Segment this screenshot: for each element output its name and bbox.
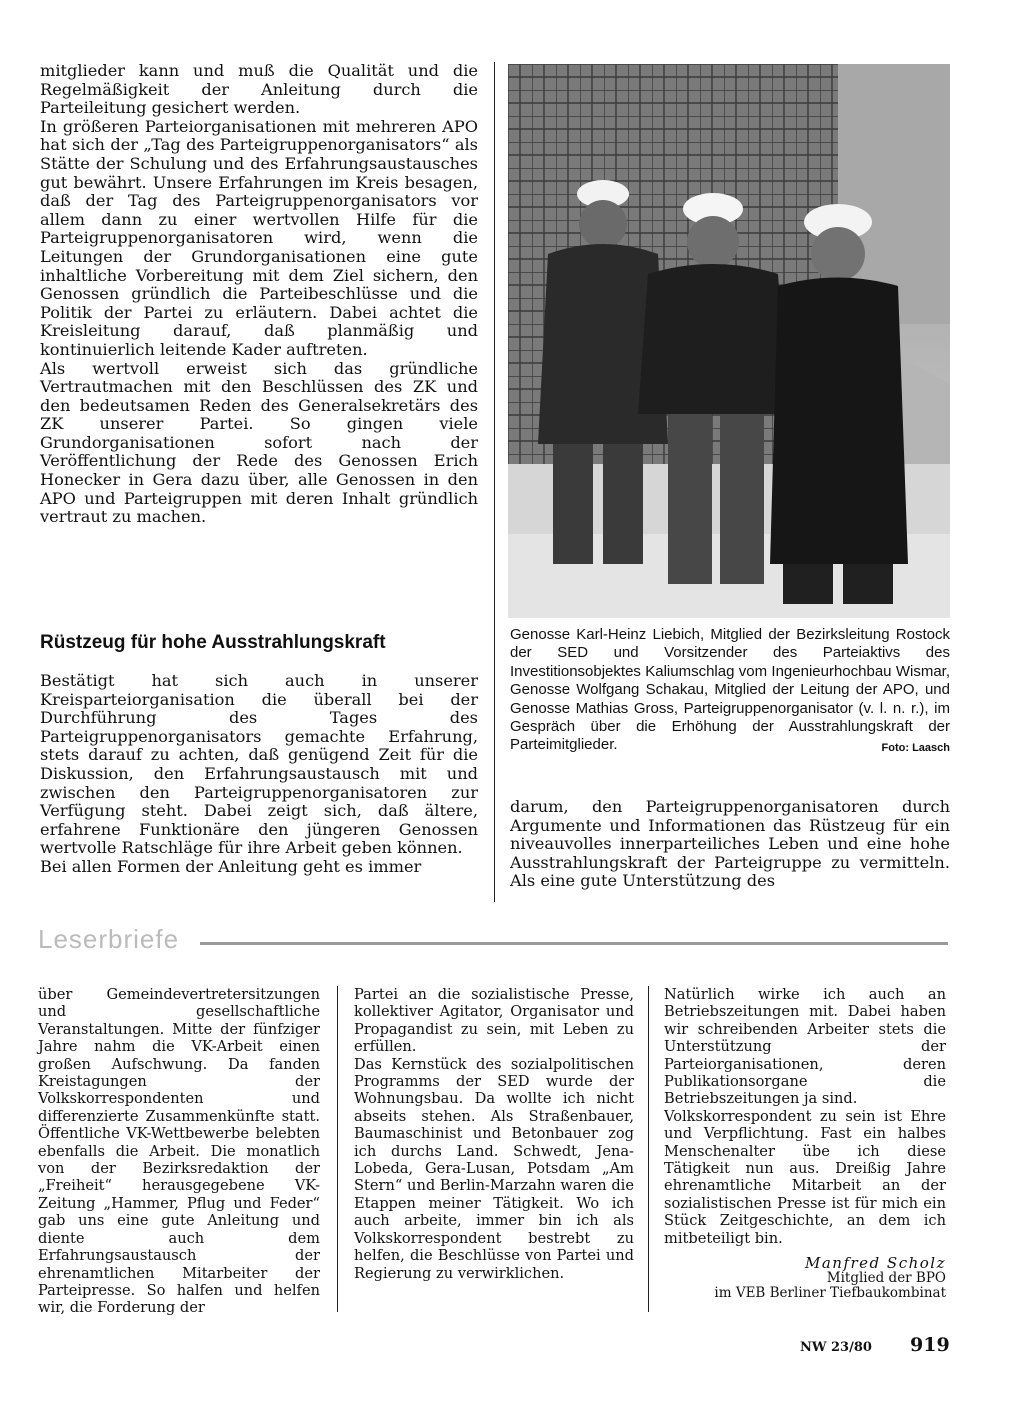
caption-text: Genosse Karl-Heinz Liebich, Mitglied der Bezirksleitung Rostock der SED und Vorsitzender des Parteiaktivs des Investitionsobjektes Kaliumschlag vom Ingenieurhochbau Wismar, Genosse Wolfgang Schakau, Mitglied der Leitung der APO, und Genosse Mathias Gross, Parteigruppenorganisator (v. l. n. r.), im Gespräch über die Erhöhung der Ausstrahlungskraft der Parteimitglieder.	[510, 626, 950, 754]
article-paragraph: Bestätigt hat sich auch in unserer Kreisparteiorganisation die überall bei der Durchführung des Tages des Parteigruppenorganisators gemachte Erfahrung, stets darauf zu achten, daß genügend Zeit für die Diskussion, den Erfahrungsaustausch mit und zwischen den Parteigruppenorganisatoren zur Verfügung steht. Dabei zeigt sich, daß ältere, erfahrene Funktionäre den jüngeren Genossen wertvolle Ratschläge für ihre Arbeit geben können.	[40, 671, 478, 858]
letter-paragraph: über Gemeindevertretersitzungen und gesellschaftliche Veranstaltungen. Mitte der fünfziger Jahre nahm die VK-Arbeit einen großen Aufschwung. Da fanden Kreistagungen der Volkskorrespondenten und differenzierte Zusammenkünfte statt. Öffentliche VK-Wettbewerbe belebten ebenfalls die Arbeit. Die monatlich von der Bezirksredaktion der „Freiheit“ herausgegebene VK-Zeitung „Hammer, Pflug und Feder“ gab uns eine gute Anleitung und diente auch dem Erfahrungsaustausch der ehrenamtlichen Mitarbeiter der Parteipresse. So halfen und helfen wir, die Forderung der	[38, 986, 320, 1317]
section-rule	[200, 942, 948, 945]
letter-paragraph: Partei an die sozialistische Presse, kollektiver Agitator, Organisator und Propagandist zu sein, mit Leben zu erfüllen.	[354, 986, 634, 1056]
photo-illustration	[508, 64, 950, 618]
section-title: Leserbriefe	[38, 924, 180, 954]
letter-paragraph: Das Kernstück des sozialpolitischen Programms der SED wurde der Wohnungsbau. Da wollte ich nicht abseits stehen. Als Straßenbauer, Baumaschinist und Betonbauer zog ich durchs Land. Schwedt, Jena-Lobeda, Gera-Lusan, Potsdam „Am Stern“ und Berlin-Marzahn waren die Etappen meiner Tätigkeit. Wo ich auch arbeite, immer bin ich als Volkskorrespondent bestrebt zu helfen, die Beschlüsse von Partei und Regierung zu verwirklichen.	[354, 1055, 634, 1282]
photo-caption	[510, 626, 950, 758]
section-heading: Rüstzeug für hohe Ausstrahlungskraft	[40, 632, 386, 653]
letters-column-3	[664, 986, 946, 1247]
column-divider	[648, 986, 649, 1312]
letter-paragraph: Natürlich wirke ich auch an Betriebszeitungen mit. Dabei haben wir schreibenden Arbeiter stets die Unterstützung der Parteiorganisationen, deren Publikationsorgane die Betriebszeitungen ja sind.	[664, 986, 946, 1108]
letters-column-1	[38, 986, 320, 1317]
article-paragraph: Als wertvoll erweist sich das gründliche Vertrautmachen mit den Beschlüssen des ZK und den bedeutsamen Reden des Generalsekretärs des ZK unserer Partei. So gingen viele Grundorganisationen sofort nach der Veröffentlichung der Rede des Genossen Erich Honecker in Gera dazu über, alle Genossen in den APO und Parteigruppen mit deren Inhalt gründlich vertraut zu machen.	[40, 358, 478, 527]
article-column-left-lower	[40, 672, 478, 877]
letter-signature	[664, 1256, 946, 1301]
article-paragraph: mitglieder kann und muß die Qualität und die Regelmäßigkeit der Anleitung durch die Parteileitung gesichert werden.	[40, 61, 478, 118]
letter-paragraph: Volkskorrespondent zu sein ist Ehre und Verpflichtung. Fast ein halbes Menschenalter übe ich diese Tätigkeit nun aus. Dreißig Jahre ehrenamtliche Mitarbeit an der sozialistischen Presse ist für mich ein Stück Zeitgeschichte, an dem ich mitbeteiligt bin.	[664, 1107, 946, 1247]
article-column-right	[510, 798, 950, 891]
article-paragraph: In größeren Parteiorganisationen mit mehreren APO hat sich der „Tag des Parteigruppenorganisators“ als Stätte der Schulung und des Erfahrungsaustausches gut bewährt. Unsere Erfahrungen im Kreis besagen, daß der Tag des Parteigruppenorganisators vor allem dann zu einer wertvollen Hilfe für die Parteigruppenorganisatoren wird, wenn die Leitungen der Grundorganisationen eine gute inhaltliche Vorbereitung mit dem Ziel sichern, den Genossen gründlich die Parteibeschlüsse und die Politik der Partei zu erläutern. Dabei achtet die Kreisleitung darauf, daß planmäßig und kontinuierlich leitende Kader auftreten.	[40, 116, 478, 359]
article-paragraph: Bei allen Formen der Anleitung geht es immer	[40, 856, 422, 876]
column-divider	[494, 62, 495, 902]
signature-role: im VEB Berliner Tiefbaukombinat	[714, 1285, 946, 1301]
signature-name: Manfred Scholz	[805, 1254, 946, 1272]
photo-credit: Foto: Laasch	[881, 742, 950, 755]
issue-number: NW 23/80	[800, 1340, 872, 1355]
column-divider	[337, 986, 338, 1312]
signature-role: Mitglied der BPO	[826, 1270, 946, 1286]
letters-column-2	[354, 986, 634, 1282]
article-column-left	[40, 62, 478, 527]
news-photo	[508, 64, 950, 618]
page-number: 919	[910, 1334, 950, 1356]
article-paragraph: darum, den Parteigruppenorganisatoren durch Argumente und Informationen das Rüstzeug für ein niveauvolles innerparteiliches Leben und eine hohe Ausstrahlungskraft der Parteigruppe zu vermitteln. Als eine gute Unterstützung des	[510, 797, 950, 891]
